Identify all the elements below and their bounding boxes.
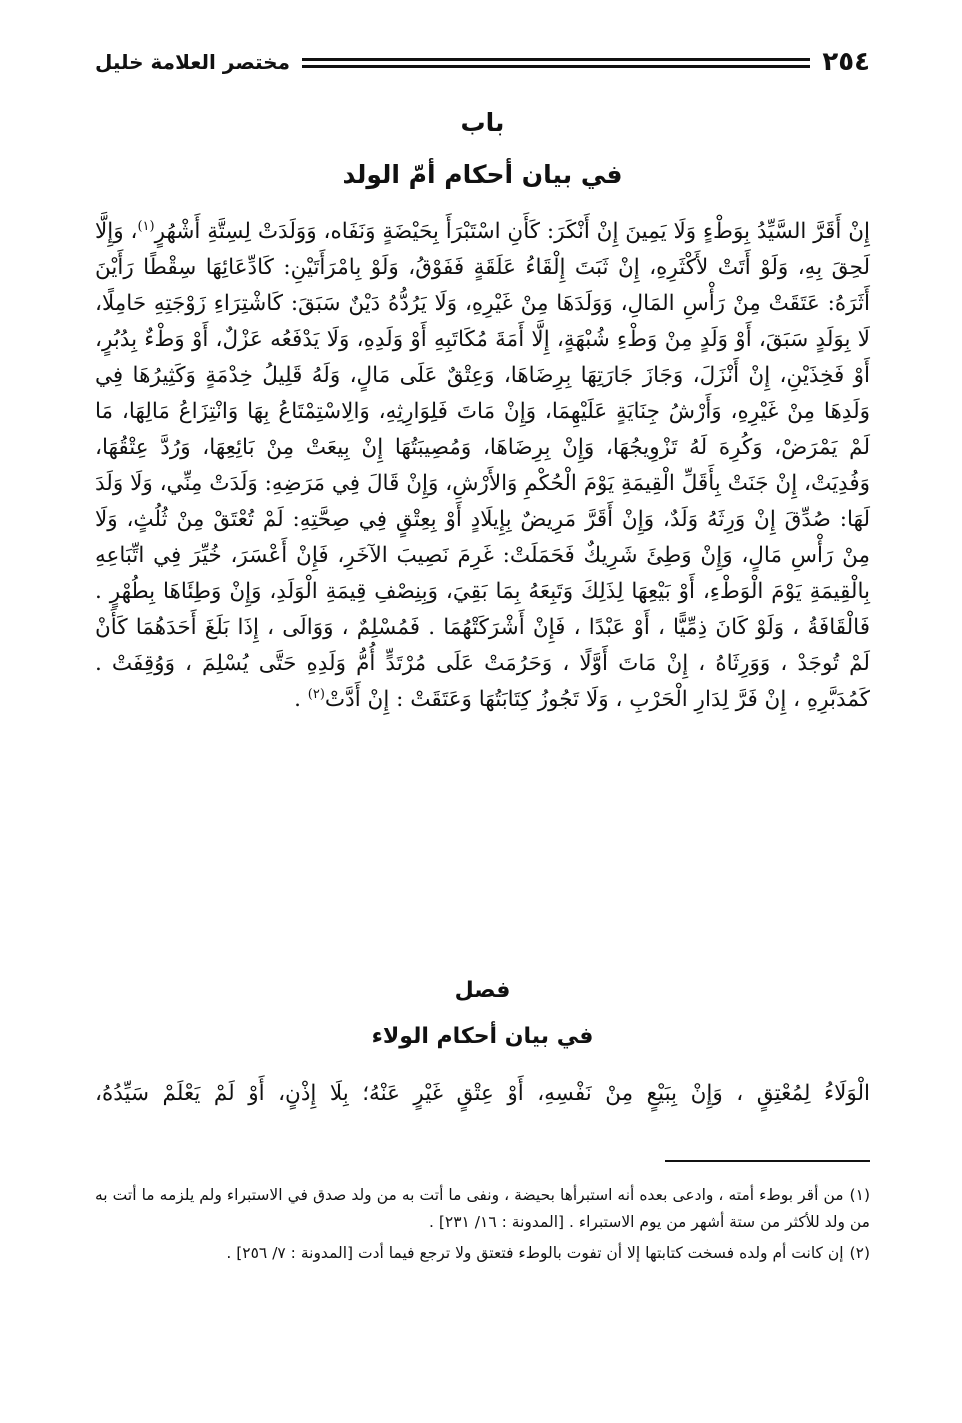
- running-header: [95, 38, 870, 86]
- footnote-text: من أقر بوطء أمته ، وادعى بعده أنه استبرأها بحيضة ، ونفى ما أتت به من ولد صدق في الاستبراء ولم يلزمه ما أتت به من ولد للأكثر من ستة أشهر من يوم الاستبراء . [المدونة : ١٦/ ٢٣١] .: [95, 1186, 870, 1231]
- footnote-separator: [665, 1160, 870, 1162]
- footnote-ref-1[interactable]: (١): [137, 218, 155, 234]
- header-double-rule: [302, 58, 810, 68]
- chapter-subtitle: في بيان أحكام أمّ الولد: [342, 160, 623, 189]
- page-number: ٢٥٤: [822, 47, 870, 77]
- chapter-body-text: [95, 214, 870, 718]
- chapter-text-part-2: ، وَإِلَّا لَحِقَ بِهِ، وَلَوْ أَتَتْ لأَكْثَرِهِ، إِنْ ثَبَتَ إِلْقَاءُ عَلَقَةٍ فَفَوْقُ، وَلَوْ بِامْرَأَتَيْنِ: كَادِّعَائِهَا سِقْطًا رَأَيْنَ أَثَرَهُ: عَتَقَتْ مِنْ رَأْسِ المَالِ، وَوَلَدَهَا مِنْ غَيْرِهِ، وَلَا يَرُدُّهُ دَيْنٌ سَبَقَ: كَاشْتِرَاءِ زَوْجَتِهِ حَامِلًا، لَا بِوَلَدٍ سَبَقَ، أَوْ وَلَدٍ مِنْ وَطْءِ شُبْهَةٍ، إِلَّا أَمَةَ مُكَاتَبِهِ أَوْ وَلَدِهِ، وَلَا يَدْفَعُه عَزْلٌ، أَوْ وَطْءٌ بِدُبُرٍ، أَوْ فَخِذَيْنِ، إِنْ أَنْزَلَ، وَجَازَ جَارَتِهَا بِرِضَاهَا، وَعِتْقٌ عَلَى مَالٍ، وَلَهُ قَلِيلُ خِدْمَةٍ وَكَثِيرُهَا فِي وَلَدِهَا مِنْ غَيْرِهِ، وَأَرْشُ جِنَايَةٍ عَلَيْهِمَا، وَإِنْ مَاتَ فَلِوَارِثِهِ، وَالِاسْتِمْتَاعُ بِهَا وَانْتِزَاعُ مَالِهَا، مَا لَمْ يَمْرَضْ، وَكُرِهَ لَهُ تَزْوِيجُهَا، وَإِنْ بِرِضَاهَا، وَمُصِيبَتُهَا إِنْ بِيعَتْ مِنْ بَائِعِهَا، وَرُدَّ عِتْقُهَا، وَفُدِيَتْ، إِنْ جَنَتْ بِأَقَلِّ الْقِيمَةِ يَوْمَ الْحُكْمِ وَالأَرْشِ، وَإِنْ قَالَ فِي مَرَضِهِ: وَلَدَتْ مِنِّي، وَلَا وَلَدَ لَهَا: صُدِّقَ إِنْ وَرِثَهُ وَلَدٌ، وَإِنْ أَقَرَّ مَرِيضٌ بِإِيلَادٍ أَوْ بِعِتْقٍ فِي صِحَّتِهِ: لَمْ تُعْتَقْ مِنْ ثُلُثٍ، وَلَا مِنْ رَأْسِ مَالٍ، وَإِنْ وَطِئَ شَرِيكٌ فَحَمَلَتْ: غَرِمَ نَصِيبَ الآخَرِ، فَإِنْ أَعْسَرَ، خُيِّرَ فِي اتِّبَاعِهِ بِالْقِيمَةِ يَوْمَ الْوَطْءِ، أَوْ بَيْعِهَا لِذَلِكَ وَتَبِعَهُ بِمَا بَقِيَ، وَبِنِصْفِ قِيمَةِ الْوَلَدِ، وَإِنْ وَطِئَاهَا بِطُهْرٍ . فَالْقَافَةُ ، وَلَوْ كَانَ ذِمِّيًّا ، أَوْ عَبْدًا ، فَإِنْ أَشْرَكَتْهُمَا . فَمُسْلِمٌ ، وَوَالَى ، إِذَا بَلَغَ أَحَدَهُمَا كَأَنْ لَمْ تُوجَدْ ، وَوَرِثَاهُ ، إِنْ مَاتَ أَوَّلًا ، وَحَرُمَتْ عَلَى مُرْتَدٍّ أُمُّ وَلَدِهِ حَتَّى يُسْلِمَ ، وَوُقِفَتْ . كَمُدَبَّرِهِ ، إِنْ فَرَّ لِدَارِ الْحَرْبِ ، وَلَا تَجُوزُ كِتَابَتُهَا وَعَتَقَتْ : إِنْ أَدَّتْ: [95, 219, 870, 712]
- section-title: فصل: [454, 978, 511, 1003]
- footnote-ref-2[interactable]: (٢): [307, 686, 325, 702]
- book-title: مختصر العلامة خليل: [95, 50, 290, 74]
- footnote-2: [95, 1240, 870, 1267]
- footnote-number: (٢): [849, 1244, 870, 1262]
- footnote-text: إن كانت أم ولده فسخت كتابتها إلا أن تفوت بالوطء فتعتق ولا ترجع فيما أدت [المدونة : ٧/ ٢٥٦] .: [226, 1244, 844, 1262]
- section-body-text: الْوَلَاءُ لِمُعْتِقٍ ، وَإِنْ بِبَيْعٍ مِنْ نَفْسِهِ، أَوْ عِتْقٍ غَيْرٍ عَنْهُ؛ بِلَا إِذْنٍ، أَوْ لَمْ يَعْلَمْ سَيِّدُهُ،: [95, 1081, 870, 1106]
- chapter-text-part-3: .: [294, 687, 308, 712]
- footnote-number: (١): [849, 1186, 870, 1204]
- footnotes: [95, 1182, 870, 1271]
- chapter-title: باب: [460, 108, 505, 137]
- footnote-1: [95, 1182, 870, 1236]
- section-subtitle: في بيان أحكام الولاء: [371, 1024, 594, 1049]
- chapter-text-part-1: إِنْ أَقَرَّ السَّيِّدُ بِوَطْءٍ وَلَا يَمِينَ إِنْ أَنْكَرَ: كَأَنِ اسْتَبْرَأَ بِحَيْضَةٍ وَنَفَاه، وَوَلَدَتْ لِسِتَّةِ أَشْهُرٍ: [154, 219, 870, 244]
